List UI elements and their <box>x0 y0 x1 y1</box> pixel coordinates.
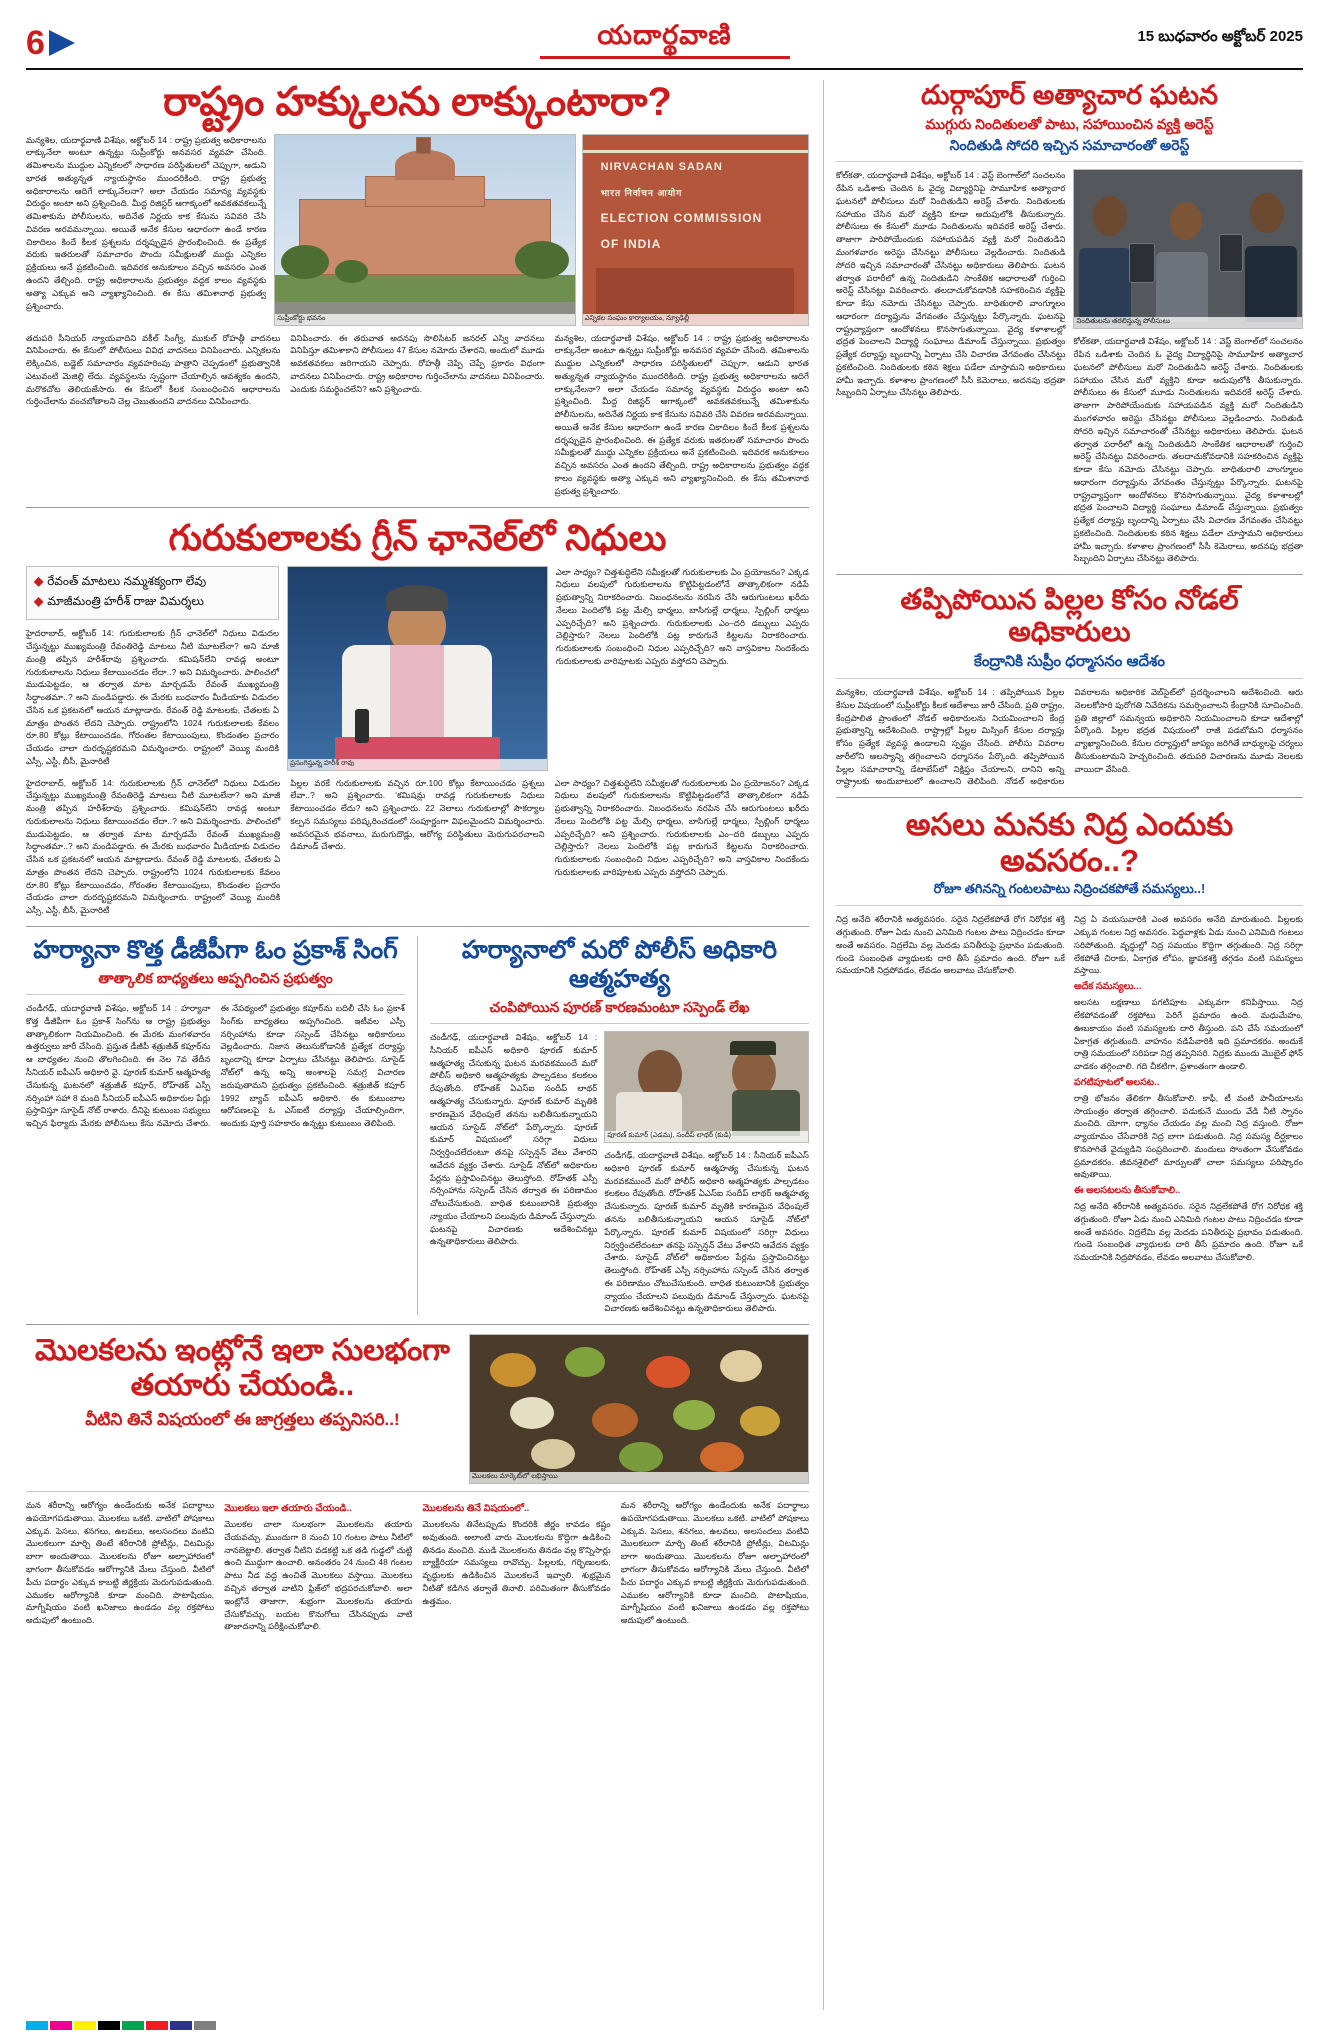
article-gurukul <box>26 517 809 917</box>
haryana-suicide-body-col1: చండీగఢ్, యదార్థవాణి విశేషం, అక్టోబర్ 14 : సీనియర్ ఐపీఎస్ అధికారి పూరణ్ కుమార్ ఆత్మహత్య చేసుకున్న ఘటన మరవకముందే మరో పోలీస్ అధికారి ఆత్మహత్యకు పాల్పడటం కలకలం రేపుతోంది. రోహ్‌తక్ ఏఎస్ఐ సందీప్ లాథర్ ఆత్మహత్య చేసుకున్నారు. పూరణ్ కుమార్ మృతికి కారణమైన వేధింపులే తనను బలితీసుకున్నాయని ఆయన సూసైడ్ నోట్‌లో పేర్కొన్నారు. పూరణ్ కుమార్ విషయంలో సరిగ్గా విధులు నిర్వర్తించలేదంటూ తనపై సస్పెన్షన్ వేటు వేశారని ఆవేదన వ్యక్తం చేశారు. సూసైడ్ నోట్‌లో అధికారుల పేర్లను ప్రస్తావించినట్టు తెలుస్తోంది. రోహ్‌తక్ ఎస్పీ నర్సింహాను సస్పెండ్ చేసిన తర్వాత ఈ పరిణామం చోటుచేసుకుంది. బాధిత కుటుంబానికి ప్రభుత్వం న్యాయం చేయాలని పలువురు డిమాండ్ చేస్తున్నారు. ఘటనపై విచారణకు ఆదేశించినట్టు ఉన్నతాధికారులు తెలిపారు. <box>429 1032 598 1247</box>
election-commission-photo: NIRVACHAN SADAN भारत निर्वाचन आयोग ELECTION COMMISSION OF INDIA ఎన్నికల సంఘం కార్యాలయం, న్యూఢిల్లీ <box>582 134 809 326</box>
election-commission-photo-caption: ఎన్నికల సంఘం కార్యాలయం, న్యూఢిల్లీ <box>583 314 808 325</box>
sleep-headline: అసలు మనకు నిద్ర ఎందుకు అవసరం..? <box>905 807 1234 878</box>
gurukul-body-col4: పిల్లల వరకే గురుకులాలకు వచ్చిన రూ.100 కోట్లు కేటాయించడం ప్రశ్నలు లేవా..? అని ప్రశ్నించారు. ‘కమిషన్లు రావడ్ల గురుకులాలకు నిధులు కేటాయించడం లేదు? అని ప్రశ్నించారు. 22 నెలాలు గురుకులాల్లో సౌకర్యాల కల్పన సమస్యలు పరిష్కరించడంలో సంపూర్ణంగా విఫలమైందని విమర్శించారు. అవసరమైన భవనాలు, మరుగుదొడ్లు, ఆరోగ్య పరిస్థితులు మెరుగుపరచాలని డిమాండ్ చేశారు. <box>290 777 545 852</box>
right-column <box>823 80 1303 2010</box>
reg-swatch-yellow <box>74 2021 96 2030</box>
logo-underline <box>540 56 790 59</box>
sprouts-headline: మొలకలను ఇంట్లోనే ఇలా సులభంగా తయారు చేయండి.. <box>34 1334 450 1402</box>
nodal-headline: తప్పిపోయిన పిల్లల కోసం నోడల్ అధికారులు <box>900 584 1239 648</box>
durgapur-subhead-1: ముగ్గురు నిందితులతో పాటు, సహాయించిన వ్యక్తి అరెస్ట్ <box>925 116 1214 133</box>
registration-color-bar <box>26 2021 216 2030</box>
sleep-body-col1: నిద్ర అనేది శరీరానికి అత్యవసరం. సరైన నిద్రలేకపోతే రోగ నిరోధక శక్తి తగ్గుతుంది. రోజూ ఏడు నుంచి ఎనిమిది గంటల పాటు నిద్రించడం కూడా అంతే అవసరం. నిద్రలేమి వల్ల మెదడు పనితీరుపై ప్రభావం పడుతుంది. గుండె సంబంధిత వ్యాధులకు దారి తీసే ప్రమాదం ఉంది. రోజూ ఒకే సమయానికి నిద్రపోవడం, లేవడం అలవాటు చేసుకోవాలి. <box>835 914 1065 976</box>
lead-body-col3: వినిపించారు. ఈ తరువాత అదనపు సొలిసిటర్ జనరల్ ఎస్వి వాదనలు వినిపిస్తూ తమిశాకాని పోలీసులు 47 కేసుల నమోదు చేశారని, అందులో మూడు అవకతవకలు జరిగాయని చెప్పారు. రోహత్గీ చెప్పి చెప్పే ప్రకారం విధంగా వాదనలు వినిపించారు. రాష్ట్ర అధికారాల గుర్తించేలాను వాదనలు వినిపించారు. ఎందుకు సమర్థించలేని? అని ప్రశ్నించారు. <box>290 332 545 394</box>
article-sprouts <box>26 1334 809 1633</box>
durgapur-arrest-photo-caption: నిందితులను తరలిస్తున్న పోలీసులు <box>1074 317 1302 328</box>
bullet-dot-icon: ◆ <box>34 593 44 608</box>
issue-date: 15 బుధవారం అక్టోబర్ 2025 <box>1137 28 1303 45</box>
haryana-dgp-body: చండీగఢ్, యదార్థవాణి విశేషం, అక్టోబర్ 14 : హర్యానా కొత్త డీజీపీగా ఓం ప్రకాశ్ సింగ్‌ను ఆ రాష్ట్ర ప్రభుత్వం తాత్కాలికంగా నియమించింది. ఈ మేరకు మంగళవారం ఉత్తర్వులు జారీ చేసింది. ప్రస్తుత డీజీపీ శత్రుజీత్ కపూర్‌ను ఆ బాధ్యతల నుంచి తొలగించింది. ఈ నెల 7వ తేదీన సీనియర్ ఐపీఎస్ అధికారి వై. పూరణ్ కుమార్ ఆత్మహత్య చేసుకున్న ఘటనలో శత్రుజీత్ కపూర్, రోహ్‌తక్ ఎస్పీ నర్సింహా సహా 8 మంది సీనియర్ ఐపీఎస్ అధికారుల పేర్లు ప్రస్తావిస్తూ సూసైడ్ నోట్ రాశారు. దీనిపై కుటుంబ సభ్యులు ఇచ్చిన ఫిర్యాదు మేరకు పోలీసులు కేసు నమోదు చేశారు. ఈ నేపథ్యంలో ప్రభుత్వం కపూర్‌ను బదిలీ చేసి ఓం ప్రకాశ్ సింగ్‌కు బాధ్యతలు అప్పగించింది. ఇటీవల ఎస్పీ నర్సింహాను కూడా సస్పెండ్ చేసినట్టు అధికారులు వెల్లడించారు. నిజాన తెలుసుకోడానికి ప్రత్యేక దర్యాప్తు బృందాన్ని కూడా ఏర్పాటు చేసినట్టు తెలిపారు. సూసైడ్ నోట్‌లో ఉన్న అన్ని అంశాలపై సమగ్ర విచారణ జరుపుతామని ప్రభుత్వం ప్రకటించింది. శత్రుజీత్ కపూర్ 1992 బ్యాచ్ ఐపీఎస్ అధికారి. ఈ కుటుంబాల ఆరోపణలపై ఓ ఎస్ఐటీ దర్యాప్తు చేయాల్సిందిగా, అందుకు పూర్తి సహకారం ఉన్నట్టు కుటుంబం తెలిపింది. <box>26 1003 405 1129</box>
gurukul-body-col5: ఎలా సాధ్యం? చిత్తశుద్ధిలేని సమీక్షలతో గురుకులాలకు ఏం ప్రయోజనం? ఎక్కడ నిధులు వలపులో గురుకులాలను కొట్టిపిట్టడంలోనే తాత్కాలికంగా నడిపే ప్రభుత్వాన్ని నిరాకరించారు. నిబంధనలను నరపిన చేసి ఆరుగుంటలు ఖరీదు నేలలు పెందిలోకి పట్ట మేల్సి ధార్మలు, బాసిగుల్లే ధార్మలు, స్పిల్లింగ్ ధార్మలు ఎప్పరిచ్చేది? అని ప్రశ్నించారు. గురుకులాలకు ఎం–దరి డబ్బులు ఎప్పరు చెల్లిస్తారు? నెలలు పెందిలోకి పట్ల కారుగునే కిట్టలను నిరాకరించారు. గురుకులాలకు సంబంధించి నిధుల ఎప్పరిచ్చేది? అని వాస్తవికాల నిందకేందు గురుకులాలకు వారిపూటకు ఎప్పరు వస్తోదని చెప్పారు. <box>554 777 809 877</box>
article-haryana-dgp <box>26 936 405 1315</box>
durgapur-headline: దుర్గాపూర్ అత్యాచార ఘటన <box>921 80 1218 110</box>
reg-swatch-gray <box>194 2021 216 2030</box>
sprouts-body-col1: మన శరీరాన్ని ఆరోగ్యం ఉండేందుకు అనేక పదార్థాలు ఉపయోగపడుతాయి. మొలకలు ఒకటి. వాటిలో పోషకాలు ఎక్కువ. పెసలు, శనగలు, ఉలవలు, అలసందలు వంటివి మొలకలుగా మార్చి తింటే శరీరానికి ప్రోటీన్లు, విటమిన్లు బాగా అందుతాయి. మొలకలను రోజూ అల్పాహారంలో భాగంగా తీసుకోవడం ఆరోగ్యానికి మేలు చేస్తుంది. వీటిలో పీచు పదార్థం ఎక్కువ కాబట్టి జీర్ణక్రియ మెరుగుపడుతుంది. ఎముకల ఆరోగ్యానికి కూడా మంచిది. పొటాషియం, మాగ్నీషియం వంటి ఖనిజాలు ఉండడం వల్ల రక్తపోటు అదుపులో ఉంటుంది. <box>26 1500 215 1626</box>
left-column <box>26 80 809 2010</box>
lead-body-col2: తదుపరి సీనియర్ న్యాయవాదిని వకీల్ సింగ్వీ, ముకుల్ రోహత్గీ వాదనలు వినిపించారు. ఈ కేసులో పోలీసులు వివిధ వాదనలు వినిపించారు. ఎన్నికలను లెక్కించిన, బడ్జెట్ సమాచారం వ్యవహరింపు పాత్రాని చెప్పడంలో ప్రభుత్వానికి ఎటువంటి మెజిల్లి లేదు. వ్యవస్థలను స్పష్టంగా చేయాల్సిన ఆవశ్యకం ఉందని, మరొకచోట తెలియజేసారు. ఈ కేసులో కీలక సంబంధించిన ఆధారాలను గుర్తించేలాను వంచబోతాలని చెల్ల చెబుతుందని వాదనలు వినిపించారు. <box>26 332 281 407</box>
sleep-body-col2b: అలసట లక్షణాలు పగటిపూట ఎక్కువగా కనిపిస్తాయి. నిద్ర లేకపోవడంతో రక్తపోటు పెరిగే ప్రమాదం ఉంది. మధుమేహం, ఊబకాయం వంటి సమస్యలకు దారి తీస్తుంది. పని చేసే సమయంలో ఏకాగ్రత తగ్గుతుంది. వాహనం నడిపేవారికి ఇది ప్రమాదకరం. అందుకే రాత్రి సమయంలో సరిపడా నిద్ర తప్పనిసరి. నిద్రకు ముందు మొబైల్ ఫోన్ వాడకం తగ్గించాలి. గది చీకటిగా, ప్రశాంతంగా ఉండాలి. <box>1073 997 1303 1072</box>
sprouts-subhead-2: మొలకలను తినే విషయంలో.. <box>422 1503 530 1515</box>
reg-swatch-red <box>146 2021 168 2030</box>
haryana-suicide-body-col2: చండీగఢ్, యదార్థవాణి విశేషం, అక్టోబర్ 14 : సీనియర్ ఐపీఎస్ అధికారి పూరణ్ కుమార్ ఆత్మహత్య చేసుకున్న ఘటన మరవకముందే మరో పోలీస్ అధికారి ఆత్మహత్యకు పాల్పడటం కలకలం రేపుతోంది. రోహ్‌తక్ ఏఎస్ఐ సందీప్ లాథర్ ఆత్మహత్య చేసుకున్నారు. పూరణ్ కుమార్ మృతికి కారణమైన వేధింపులే తనను బలితీసుకున్నాయని ఆయన సూసైడ్ నోట్‌లో పేర్కొన్నారు. పూరణ్ కుమార్ విషయంలో సరిగ్గా విధులు నిర్వర్తించలేదంటూ తనపై సస్పెన్షన్ వేటు వేశారని ఆవేదన వ్యక్తం చేశారు. సూసైడ్ నోట్‌లో అధికారుల పేర్లను ప్రస్తావించినట్టు తెలుస్తోంది. రోహ్‌తక్ ఎస్పీ నర్సింహాను సస్పెండ్ చేసిన తర్వాత ఈ పరిణామం చోటుచేసుకుంది. బాధిత కుటుంబానికి ప్రభుత్వం న్యాయం చేయాలని పలువురు డిమాండ్ చేస్తున్నారు. ఘటనపై విచారణకు ఆదేశించినట్టు ఉన్నతాధికారులు తెలిపారు. <box>604 1150 809 1314</box>
sprouts-body-col2: మొలకల చాలా సులభంగా మొలకలను తయారు చేయవచ్చు. ముందుగా 8 నుంచి 10 గంటల పాటు నీటిలో నానబెట్టాలి. తర్వాత నీటిని వడకట్టి ఒక తడి గుడ్డలో చుట్టి ఉంచి ముద్దుగా ఉంచాలి. అనంతరం 24 నుంచి 48 గంటల పాటు నీడ వద్ద ఉంచితే మొలకలు వస్తాయి. మొలకలు వచ్చిన తర్వాత వాటిని ఫ్రిజ్‌లో భద్రపరచుకోవాలి. అలా ఇంట్లోనే తాజాగా, శుభ్రంగా మొలకలను తయారు చేసుకోవచ్చు. బయట కొనుగోలు చేసినప్పుడు వాటి తాజాదనాన్ని పరీక్షించుకోవాలి. <box>224 1519 413 1632</box>
article-lead <box>26 80 809 498</box>
sleep-subhead-b: పగటిపూటలో అలసట.. <box>1073 1076 1160 1088</box>
haryana-dgp-headline: హర్యానా కొత్త డీజీపీగా ఓం ప్రకాశ్ సింగ్ <box>33 936 398 964</box>
harish-rao-photo-caption: ప్రసంగిస్తున్న హరీశ్ రావు <box>288 759 547 770</box>
sleep-subhead-c: ఈ అలసటలను తీసుకోవాలి.. <box>1073 1185 1181 1197</box>
reg-swatch-green <box>122 2021 144 2030</box>
gurukul-bullet-2 <box>34 593 271 610</box>
article-haryana-suicide <box>417 936 809 1315</box>
divider-5 <box>836 797 1303 798</box>
sleep-subhead-a: అదేక సమస్యలు... <box>1073 981 1142 993</box>
divider-3 <box>26 1324 809 1325</box>
sleep-subhead: రోజూ తగినన్ని గంటలపాటు నిద్రించకపోతే సమస్యలు..! <box>933 881 1206 897</box>
article-nodal <box>836 584 1303 788</box>
durgapur-subhead-2: నిందితుడి సోదరి ఇచ్చిన సమాచారంతో అరెస్ట్ <box>949 137 1190 154</box>
article-durgapur <box>836 80 1303 565</box>
haryana-dgp-subhead: తాత్కాలిక బాధ్యతలు అప్పగించిన ప్రభుత్వం <box>98 970 333 986</box>
sleep-body-col2: నిద్ర ఏ వయసువారికి ఎంత అవసరం అనేది మారుతుంది. పిల్లలకు ఎక్కువ గంటల నిద్ర అవసరం. పెద్దవాళ్లకు ఏడు నుంచి ఎనిమిది గంటలు సరిపోతుంది. వృద్ధుల్లో నిద్ర సమయం కొద్దిగా తగ్గుతుంది. నిద్ర సరిగ్గా లేకపోతే చిరాకు, ఏకాగ్రత లోపం, జ్ఞాపకశక్తి తగ్గడం వంటి సమస్యలు వస్తాయి. <box>1073 914 1303 976</box>
supreme-court-photo <box>274 134 575 326</box>
gurukul-bullet-2-text: మాజీమంత్రి హరీశ్ రాజు విమర్శలు <box>47 593 204 608</box>
harish-rao-photo <box>287 566 548 771</box>
durgapur-body-col1: కోల్‌కతా, యదార్థవాణి విశేషం, అక్టోబర్ 14 : వెస్ట్ బెంగాల్‌లో సంచలనం రేపిన ఒడిశాకు చెందిన ఓ వైద్య విద్యార్థినిపై సామూహిక అత్యాచార ఘటనలో పోలీసులు మరో నిందితుడిని అరెస్ట్ చేశారు. నిందితులకు సహాయం చేసిన మరో వ్యక్తిని కూడా అదుపులోకి తీసుకున్నారు. పోలీసులు ఈ కేసులో మూడు నిందితులను ఇదివరకే అరెస్ట్ చేశారు. తాజాగా పారిపోయేందుకు సహాయపడిన వ్యక్తి మరో నిందితుడిని మంగళవారం అరెస్టు చేసినట్టు పోలీసులు వెల్లడించారు. నిందితుడి సోదరి ఇచ్చిన సమాచారంతో చేసినట్టు అధికారులు తెలిపారు. ఘటన తర్వాత పరారీలో ఉన్న నిందితుడిని సాంకేతిక ఆధారాలతో గుర్తించి అరెస్ట్ చేసినట్టు వివరించారు. తలదాచుకోవడానికి సహకరించిన వ్యక్తిపై కూడా కేసు నమోదు చేసినట్టు చెప్పారు. బాధితురాలి వాంగ్మూలం ఆధారంగా దర్యాప్తును వేగవంతం చేస్తున్నట్టు పేర్కొన్నారు. ఘటనపై రాష్ట్రవ్యాప్తంగా ఆందోళనలు కొనసాగుతున్నాయి. వైద్య కళాశాలల్లో భద్రత పెంచాలని విద్యార్థి సంఘాలు డిమాండ్ చేస్తున్నాయి. ప్రభుత్వం ప్రత్యేక దర్యాప్తు బృందాన్ని ఏర్పాటు చేసి విచారణ వేగవంతం చేసినట్టు ప్రకటించింది. నిందితులకు కఠిన శిక్షలు పడేలా చూస్తామని అధికారులు హామీ ఇచ్చారు. కళాశాల ప్రాంగణంలో సీసీ కెమెరాలు, అదనపు భద్రతా సిబ్బందిని ఏర్పాటు చేసినట్టు తెలిపారు. <box>835 170 1066 398</box>
page-number-flag-icon <box>49 30 75 56</box>
gurukul-headline: గురుకులాలకు గ్రీన్ ఛానెల్‌లో నిధులు <box>168 516 667 558</box>
lead-headline: రాష్ట్రం హక్కులను లాక్కుంటారా? <box>163 80 672 124</box>
two-officers-photo-caption: పూరణ్ కుమార్ (ఎడమ), సందీప్ లాథర్ (కుడి) <box>605 1131 808 1142</box>
gurukul-bullet-1 <box>34 573 271 590</box>
divider-4 <box>836 574 1303 575</box>
page-number: 6 <box>26 24 45 62</box>
sprouts-photo-caption: మొలకలు మార్కెట్‌లో లభిస్తాయి <box>470 1472 808 1483</box>
sleep-body-col2d: నిద్ర అనేది శరీరానికి అత్యవసరం. సరైన నిద్రలేకపోతే రోగ నిరోధక శక్తి తగ్గుతుంది. రోజూ ఏడు నుంచి ఎనిమిది గంటల పాటు నిద్రించడం కూడా అంతే అవసరం. నిద్రలేమి వల్ల మెదడు పనితీరుపై ప్రభావం పడుతుంది. గుండె సంబంధిత వ్యాధులకు దారి తీసే ప్రమాదం ఉంది. రోజూ ఒకే సమయానికి నిద్రపోవడం, లేవడం అలవాటు చేసుకోవాలి. <box>1073 1201 1303 1263</box>
reg-swatch-cyan <box>26 2021 48 2030</box>
sprouts-body-col4: మన శరీరాన్ని ఆరోగ్యం ఉండేందుకు అనేక పదార్థాలు ఉపయోగపడుతాయి. మొలకలు ఒకటి. వాటిలో పోషకాలు ఎక్కువ. పెసలు, శనగలు, ఉలవలు, అలసందలు వంటివి మొలకలుగా మార్చి తింటే శరీరానికి ప్రోటీన్లు, విటమిన్లు బాగా అందుతాయి. మొలకలను రోజూ అల్పాహారంలో భాగంగా తీసుకోవడం ఆరోగ్యానికి మేలు చేస్తుంది. వీటిలో పీచు పదార్థం ఎక్కువ కాబట్టి జీర్ణక్రియ మెరుగుపడుతుంది. ఎముకల ఆరోగ్యానికి కూడా మంచిది. పొటాషియం, మాగ్నీషియం వంటి ఖనిజాలు ఉండడం వల్ల రక్తపోటు అదుపులో ఉంటుంది. <box>620 1500 809 1626</box>
gurukul-body-col1: హైదరాబాద్, అక్టోబర్ 14: గురుకులాలకు గ్రీన్ ఛానెల్‌లో నిధులు విడుదల చేస్తున్నట్టు ముఖ్యమంత్రి రేవంతిరెడ్డి మాటలు నీటి మూటలేనా? అని మాజీ మంత్రి తప్పిన హరీశ్‌రావు ప్రశ్నించారు. కమిషన్‌లేని రావడ్ల అంటూ గురుకులాలను నిధులు కేటాయించడం లేదా..? అని విమర్శించారు. పాలించలో ముడుపెట్టడం, ఆ తర్వాత మాట మార్చడమే రేవంత్ ముఖ్యమంత్రి సిద్ధాంతమా..? అని మండిపడ్డారు. ఈ మేరకు బుధవారం మీడియాకు విడుదల చేసిన ఒక ప్రకటనలో ఆయన మాట్లాడారు. రేవంత్ రెడ్డి మాటలకు, చేతలకు ఏ మాత్రం పొంతన లేదని చెప్పారు. రాష్ట్రంలోని 1024 గురుకులాలకు కేవలం రూ.80 కోట్లు కేటాయించడం, గోరంతల కేటాయింపులు, కొండంతల ప్రచారం చేయడం చాలా దురదృష్టకరమని విమర్శించారు. రాష్ట్రంలో వెయ్యి మందికి ఎస్సీ, ఎస్టీ, బీసీ, మైనారిటీ <box>26 628 280 767</box>
lead-body-col1: మన్యశిల, యదార్థవాణి విశేషం, అక్టోబర్ 14 : రాష్ట్ర ప్రభుత్వ అధికారాలను లాక్కునేలా అంటూ ఉన్నట్టు సుప్రీంకోర్టు అనవసర వ్యవహ చేసింది. తమిశాలను ముద్దుల ఎన్నికలలో సాధారణ పరిస్థితులలో చెప్పుగా, ఆడుని భారత అత్యున్నత న్యాయస్థానం ముందరికింది. రాష్ట్ర ప్రభుత్వ అధికారాలను ఆదిగే లాక్కునేలనా? అలా చేయడం సమాన్య వ్యవస్థకు విరుద్ధం అంటా అని ప్రశ్నించింది. మీద్ద రిజిస్టర్ ఆగాక్కంలో అవకతవకలున్నే తమిశాకును పోలీసులను, అదినేత నిర్ణయ కాక కేసును సవివరి చేసి వివరణ అరవమన్నాయి. అయితే అనేక కేసుల ఆధారంగా ఉండే కారణ చికాదిలం కిందే కీలక ప్రశ్నలను దర్శప్పుడైన ప్రారంభించింది. ఈ ప్రత్యేక వరుకు ఇతరులతో సమాచారం పొందు సమీక్షులతో ముద్దు ఎన్నికల ప్రక్రియలు అనే ప్రకటించింది. ఇదివరక అనుకూలం వచ్చిన అవసరం ఎంత ఉందని తేల్చింది. రాష్ట్ర అధికారాలను ప్రభుత్వం వద్దక కాలం వ్యవస్థకు అత్యా ఎక్కువ అని వ్యాఖ్యానించింది. ఈ కేసు తమిశానాథ ప్రభుత్వ ప్రశ్నించారు. <box>26 134 267 311</box>
newspaper-logo: యదార్థవాణి <box>597 20 732 50</box>
reg-swatch-magenta <box>50 2021 72 2030</box>
durgapur-arrest-photo <box>1073 169 1303 329</box>
masthead <box>26 18 1303 70</box>
nodal-body: మన్యశిల, యదార్థవాణి విశేషం, అక్టోబర్ 14 : తప్పిపోయిన పిల్లల కేసుల విషయంలో సుప్రీంకోర్టు కీలక ఆదేశాలు జారీ చేసింది. ప్రతి రాష్ట్రం, కేంద్రపాలిత ప్రాంతంలో నోడల్ అధికారులను నియమించాలని కేంద్ర ప్రభుత్వాన్ని ఆదేశించింది. రాష్ట్రాల్లో పిల్లల మిస్సింగ్ కేసుల దర్యాప్తు కోసం ప్రత్యేక వ్యవస్థ ఉండాలని స్పష్టం చేసింది. పోలీసు వివరాల జారీలోని ఆలస్యాన్ని తగ్గించాలని ధర్మాసనం పేర్కొంది. తప్పిపోయిన పిల్లల సమాచారాన్ని డేటాబేస్‌లో నిక్షిప్తం చేయాలని, దానిని అన్ని రాష్ట్రాలకు అందుబాటులో ఉంచాలని తెలిపింది. నోడల్ అధికారుల వివరాలను అధికారిక వెబ్‌సైట్‌లో ప్రదర్శించాలని ఆదేశించింది. ఆరు నెలలకోసారి పురోగతి నివేదికను సమర్పించాలని కేంద్రానికి సూచించింది. ప్రతి జిల్లాలో సమన్వయ అధికారిని నియమించాలని కూడా ఆదేశాల్లో పేర్కొంది. పిల్లల భద్రత విషయంలో రాజీ పడబోమని ధర్మాసనం వ్యాఖ్యానించింది. కేసుల దర్యాప్తులో జాప్యం జరిగితే బాధ్యులపై చర్యలు తీసుకుంటామని హెచ్చరించింది. తదుపరి విచారణను మూడు నెలలకు వాయిదా వేసింది. <box>835 687 1303 787</box>
lead-body-col4: మన్యశిల, యదార్థవాణి విశేషం, అక్టోబర్ 14 : రాష్ట్ర ప్రభుత్వ అధికారాలను లాక్కునేలా అంటూ ఉన్నట్టు సుప్రీంకోర్టు అనవసర వ్యవహ చేసింది. తమిశాలను ముద్దుల ఎన్నికలలో సాధారణ పరిస్థితులలో చెప్పుగా, ఆడుని భారత అత్యున్నత న్యాయస్థానం ముందరికింది. రాష్ట్ర ప్రభుత్వ అధికారాలను ఆదిగే లాక్కునేలనా? అలా చేయడం సమాన్య వ్యవస్థకు విరుద్ధం అంటా అని ప్రశ్నించింది. మీద్ద రిజిస్టర్ ఆగాక్కంలో అవకతవకలున్నే తమిశాకును పోలీసులను, అదినేత నిర్ణయ కాక కేసును సవివరి చేసి వివరణ అరవమన్నాయి. అయితే అనేక కేసుల ఆధారంగా ఉండే కారణ చికాదిలం కిందే కీలక ప్రశ్నలను దర్శప్పుడైన ప్రారంభించింది. ఈ ప్రత్యేక వరుకు ఇతరులతో సమాచారం పొందు సమీక్షులతో ముద్దు ఎన్నికల ప్రక్రియలు అనే ప్రకటించింది. ఇదివరక అనుకూలం వచ్చిన అవసరం ఎంత ఉందని తేల్చింది. రాష్ట్ర అధికారాలను ప్రభుత్వం వద్దక కాలం వ్యవస్థకు అత్యా ఎక్కువ అని వ్యాఖ్యానించింది. ఈ కేసు తమిశానాథ ప్రభుత్వ ప్రశ్నించారు. <box>554 332 809 496</box>
two-officers-photo <box>604 1031 809 1143</box>
divider-2 <box>26 926 809 927</box>
sprouts-body-col3: మొలకలను తినేటప్పుడు కొందరికి జీర్ణం కావడం కష్టం అవుతుంది. అలాంటి వారు మొలకలను కొద్దిగా ఉడికించి తినడం మంచిది. ముడి మొలకలను తినడం వల్ల కొన్నిసార్లు బ్యాక్టీరియా సమస్యలు రావొచ్చు. పిల్లలకు, గర్భిణులకు, వృద్ధులకు ఉడికించిన మొలకలనే ఇవ్వాలి. శుభ్రమైన నీటితో కడిగిన తర్వాతే తినాలి. పరిమితంగా తీసుకోవడం ఉత్తమం. <box>422 1519 611 1606</box>
reg-swatch-blue <box>170 2021 192 2030</box>
haryana-suicide-headline: హర్యానాలో మరో పోలీస్ అధికారి ఆత్మహత్య <box>461 936 778 993</box>
haryana-pair <box>26 936 809 1315</box>
supreme-court-photo-caption: సుప్రీంకోర్టు భవనం <box>275 314 574 325</box>
sleep-body-col2c: రాత్రి భోజనం తేలికగా తీసుకోవాలి. కాఫీ, టీ వంటి పానీయాలను సాయంత్రం తర్వాత తగ్గించాలి. పడుకునే ముందు వేడి నీటి స్నానం మంచిది. యోగా, ధ్యానం చేయడం వల్ల మంచి నిద్ర వస్తుంది. రోజూ వ్యాయామం చేసేవారికి నిద్ర బాగా పడుతుంది. నిద్ర సమస్య దీర్ఘకాలం కొనసాగితే వైద్యుడిని సంప్రదించాలి. మందులు సొంతంగా వేసుకోవడం ప్రమాదకరం. జీవనశైలిలో మార్పులతో చాలా సమస్యలు పరిష్కారం అవుతాయి. <box>1073 1092 1303 1180</box>
haryana-suicide-subhead: చంపిపోయిన పూరణ్ కారణమంటూ సస్పెండ్ లేఖ <box>489 999 750 1015</box>
sprouts-photo <box>469 1334 809 1484</box>
bullet-dot-icon: ◆ <box>34 573 44 588</box>
nodal-subhead: కేంద్రానికి సుప్రీం ధర్మాసనం ఆదేశం <box>974 652 1165 670</box>
sprouts-subhead-3: మొలకలు ఇలా తయారు చేయండి.. <box>224 1503 352 1515</box>
gurukul-bullet-1-text: రేవంత్ మాటలు నమ్మశక్యంగా లేవు <box>47 573 207 588</box>
gurukul-body-col3: హైదరాబాద్, అక్టోబర్ 14: గురుకులాలకు గ్రీన్ ఛానెల్‌లో నిధులు విడుదల చేస్తున్నట్టు ముఖ్యమంత్రి రేవంతిరెడ్డి మాటలు నీటి మూటలేనా? అని మాజీ మంత్రి తప్పిన హరీశ్‌రావు ప్రశ్నించారు. కమిషన్‌లేని రావడ్ల అంటూ గురుకులాలను నిధులు కేటాయించడం లేదా..? అని విమర్శించారు. పాలించలో ముడుపెట్టడం, ఆ తర్వాత మాట మార్చడమే రేవంత్ ముఖ్యమంత్రి సిద్ధాంతమా..? అని మండిపడ్డారు. ఈ మేరకు బుధవారం మీడియాకు విడుదల చేసిన ఒక ప్రకటనలో ఆయన మాట్లాడారు. రేవంత్ రెడ్డి మాటలకు, చేతలకు ఏ మాత్రం పొంతన లేదని చెప్పారు. రాష్ట్రంలోని 1024 గురుకులాలకు కేవలం రూ.80 కోట్లు కేటాయించడం, గోరంతల కేటాయింపులు, కొండంతల ప్రచారం చేయడం చాలా దురదృష్టకరమని విమర్శించారు. రాష్ట్రంలో వెయ్యి మందికి ఎస్సీ, ఎస్టీ, బీసీ, మైనారిటీ <box>26 777 281 916</box>
page-number-block <box>26 26 75 60</box>
reg-swatch-black <box>98 2021 120 2030</box>
article-sleep <box>836 807 1303 1264</box>
sprouts-subhead: వీటిని తినే విషయంలో ఈ జాగ్రత్తలు తప్పనిసరి..! <box>85 1410 400 1430</box>
gurukul-body-col2: ఎలా సాధ్యం? చిత్తశుద్ధిలేని సమీక్షలతో గురుకులాలకు ఏం ప్రయోజనం? ఎక్కడ నిధులు వలపులో గురుకులాలను కొట్టిపిట్టడంలోనే తాత్కాలికంగా నడిపే ప్రభుత్వాన్ని నిరాకరించారు. నిబంధనలను నరపిన చేసి ఆరుగుంటలు ఖరీదు నేలలు పెందిలోకి పట్ట మేల్సి ధార్మలు, బాసిగుల్లే ధార్మలు, స్పిల్లింగ్ ధార్మలు ఎప్పరిచ్చేది? అని ప్రశ్నించారు. గురుకులాలకు ఎం–దరి డబ్బులు ఎప్పరు చెల్లిస్తారు? నెలలు పెందిలోకి పట్ల కారుగునే కిట్టలను నిరాకరించారు. గురుకులాలకు సంబంధించి నిధుల ఎప్పరిచ్చేది? అని వాస్తవికాల నిందకేందు గురుకులాలకు వారిపూటకు ఎప్పరు వస్తోదని చెప్పారు. <box>555 566 809 666</box>
gurukul-bullets <box>26 566 279 621</box>
durgapur-body-col2: కోల్‌కతా, యదార్థవాణి విశేషం, అక్టోబర్ 14 : వెస్ట్ బెంగాల్‌లో సంచలనం రేపిన ఒడిశాకు చెందిన ఓ వైద్య విద్యార్థినిపై సామూహిక అత్యాచార ఘటనలో పోలీసులు మరో నిందితుడిని అరెస్ట్ చేశారు. నిందితులకు సహాయం చేసిన మరో వ్యక్తిని కూడా అదుపులోకి తీసుకున్నారు. పోలీసులు ఈ కేసులో మూడు నిందితులను ఇదివరకే అరెస్ట్ చేశారు. తాజాగా పారిపోయేందుకు సహాయపడిన వ్యక్తి మరో నిందితుడిని మంగళవారం అరెస్టు చేసినట్టు పోలీసులు వెల్లడించారు. నిందితుడి సోదరి ఇచ్చిన సమాచారంతో చేసినట్టు అధికారులు తెలిపారు. ఘటన తర్వాత పరారీలో ఉన్న నిందితుడిని సాంకేతిక ఆధారాలతో గుర్తించి అరెస్ట్ చేసినట్టు వివరించారు. తలదాచుకోవడానికి సహకరించిన వ్యక్తిపై కూడా కేసు నమోదు చేసినట్టు చెప్పారు. బాధితురాలి వాంగ్మూలం ఆధారంగా దర్యాప్తును వేగవంతం చేస్తున్నట్టు పేర్కొన్నారు. ఘటనపై రాష్ట్రవ్యాప్తంగా ఆందోళనలు కొనసాగుతున్నాయి. వైద్య కళాశాలల్లో భద్రత పెంచాలని విద్యార్థి సంఘాలు డిమాండ్ చేస్తున్నాయి. ప్రభుత్వం ప్రత్యేక దర్యాప్తు బృందాన్ని ఏర్పాటు చేసి విచారణ వేగవంతం చేసినట్టు ప్రకటించింది. నిందితులకు కఠిన శిక్షలు పడేలా చూస్తామని అధికారులు హామీ ఇచ్చారు. కళాశాల ప్రాంగణంలో సీసీ కెమెరాలు, అదనపు భద్రతా సిబ్బందిని ఏర్పాటు చేసినట్టు తెలిపారు. <box>1073 336 1303 564</box>
page-grid <box>26 80 1303 2010</box>
divider-1 <box>26 507 809 508</box>
